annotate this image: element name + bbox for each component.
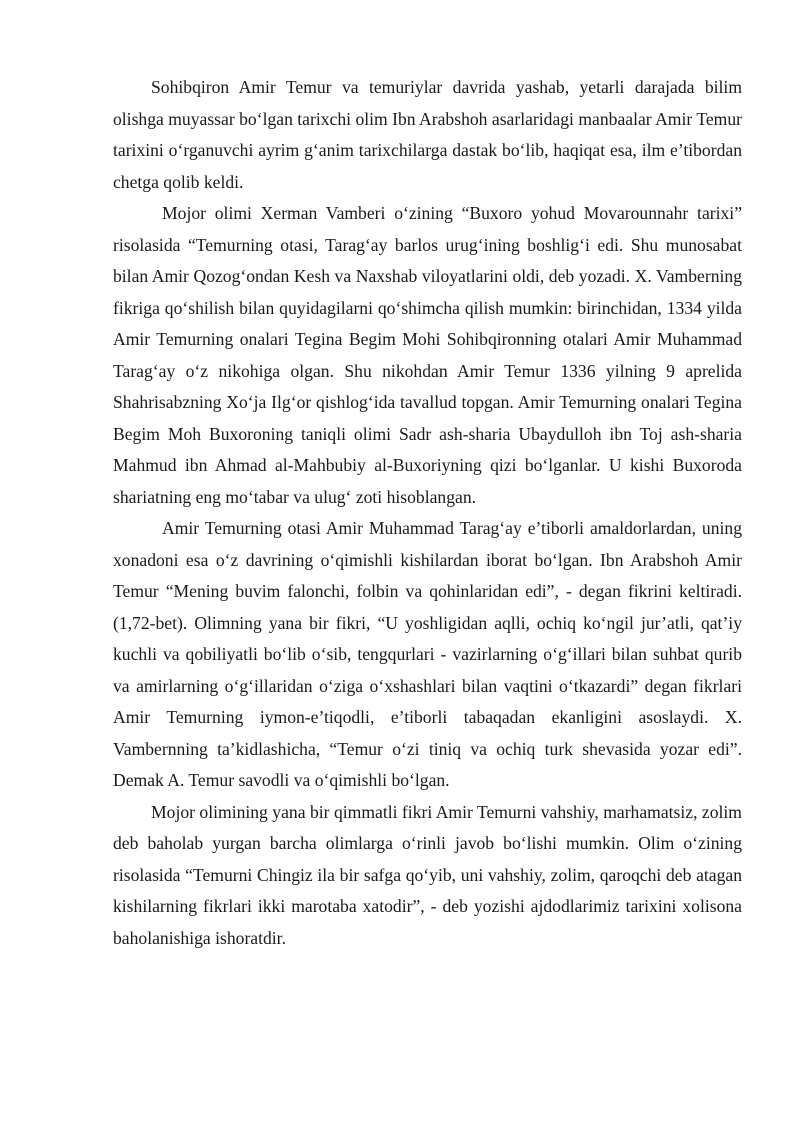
- paragraph-2: Mojor olimi Xerman Vamberi o‘zining “Buxoro yohud Movarounnahr tarixi” risolasida “Temurning otasi, Tarag‘ay barlos urug‘ining boshlig‘i edi. Shu munosabat bilan Amir Qozog‘ondan Kesh va Naxshab viloyatlarini oldi, deb yozadi. X. Vamberning fikriga qo‘shilish bilan quyidagilarni qo‘shimcha qilish mumkin: birinchidan, 1334 yilda Amir Temurning onalari Tegina Begim Mohi Sohibqironning otalari Amir Muhammad Tarag‘ay o‘z nikohiga olgan. Shu nikohdan Amir Temur 1336 yilning 9 aprelida Shahrisabzning Xo‘ja Ilg‘or qishlog‘ida tavallud topgan. Amir Temurning onalari Tegina Begim Moh Buxoroning taniqli olimi Sadr ash-sharia Ubaydulloh ibn Toj ash-sharia Mahmud ibn Ahmad al-Mahbubiy al-Buxoriyning qizi bo‘lganlar. U kishi Buxoroda shariatning eng mo‘tabar va ulug‘ zoti hisoblangan.: [113, 203, 742, 507]
- paragraph-3: Amir Temurning otasi Amir Muhammad Tarag‘ay e’tiborli amaldorlardan, uning xonadoni esa o‘z davrining o‘qimishli kishilardan iborat bo‘lgan. Ibn Arabshoh Amir Temur “Mening buvim falonchi, folbin va qohinlaridan edi”, - degan fikrini keltiradi. (1,72-bet). Olimning yana bir fikri, “U yoshligidan aqlli, ochiq ko‘ngil jur’atli, qat’iy kuchli va qobiliyatli bo‘lib o‘sib, tengqurlari - vazirlarning o‘g‘illari bilan suhbat qurib va amirlarning o‘g‘illaridan o‘ziga o‘xshashlari bilan vaqtini o‘tkazardi” degan fikrlari Amir Temurning iymon-e’tiqodli, e’tiborli tabaqadan ekanligini asoslaydi. X. Vambernning ta’kidlashicha, “Temur o‘zi tiniq va ochiq turk shevasida yozar edi”. Demak A. Temur savodli va o‘qimishli bo‘lgan.: [113, 518, 742, 790]
- paragraph-4: Mojor olimining yana bir qimmatli fikri Amir Temurni vahshiy, marhamatsiz, zolim deb baholab yurgan barcha olimlarga o‘rinli javob bo‘lishi mumkin. Olim o‘zining risolasida “Temurni Chingiz ila bir safga qo‘yib, uni vahshiy, zolim, qaroqchi deb atagan kishilarning fikrlari ikki marotaba xatodir”, - deb yozishi ajdodlarimiz tarixini xolisona baholanishiga ishoratdir.: [113, 801, 742, 948]
- paragraph-1: Sohibqiron Amir Temur va temuriylar davrida yashab, yetarli darajada bilim olishga muyassar bo‘lgan tarixchi olim Ibn Arabshoh asarlaridagi manbaalar Amir Temur tarixini o‘rganuvchi ayrim g‘anim tarixchilarga dastak bo‘lib, haqiqat esa, ilm e’tibordan chetga qolib keldi.: [113, 77, 742, 192]
- document-page: [113, 72, 742, 954]
